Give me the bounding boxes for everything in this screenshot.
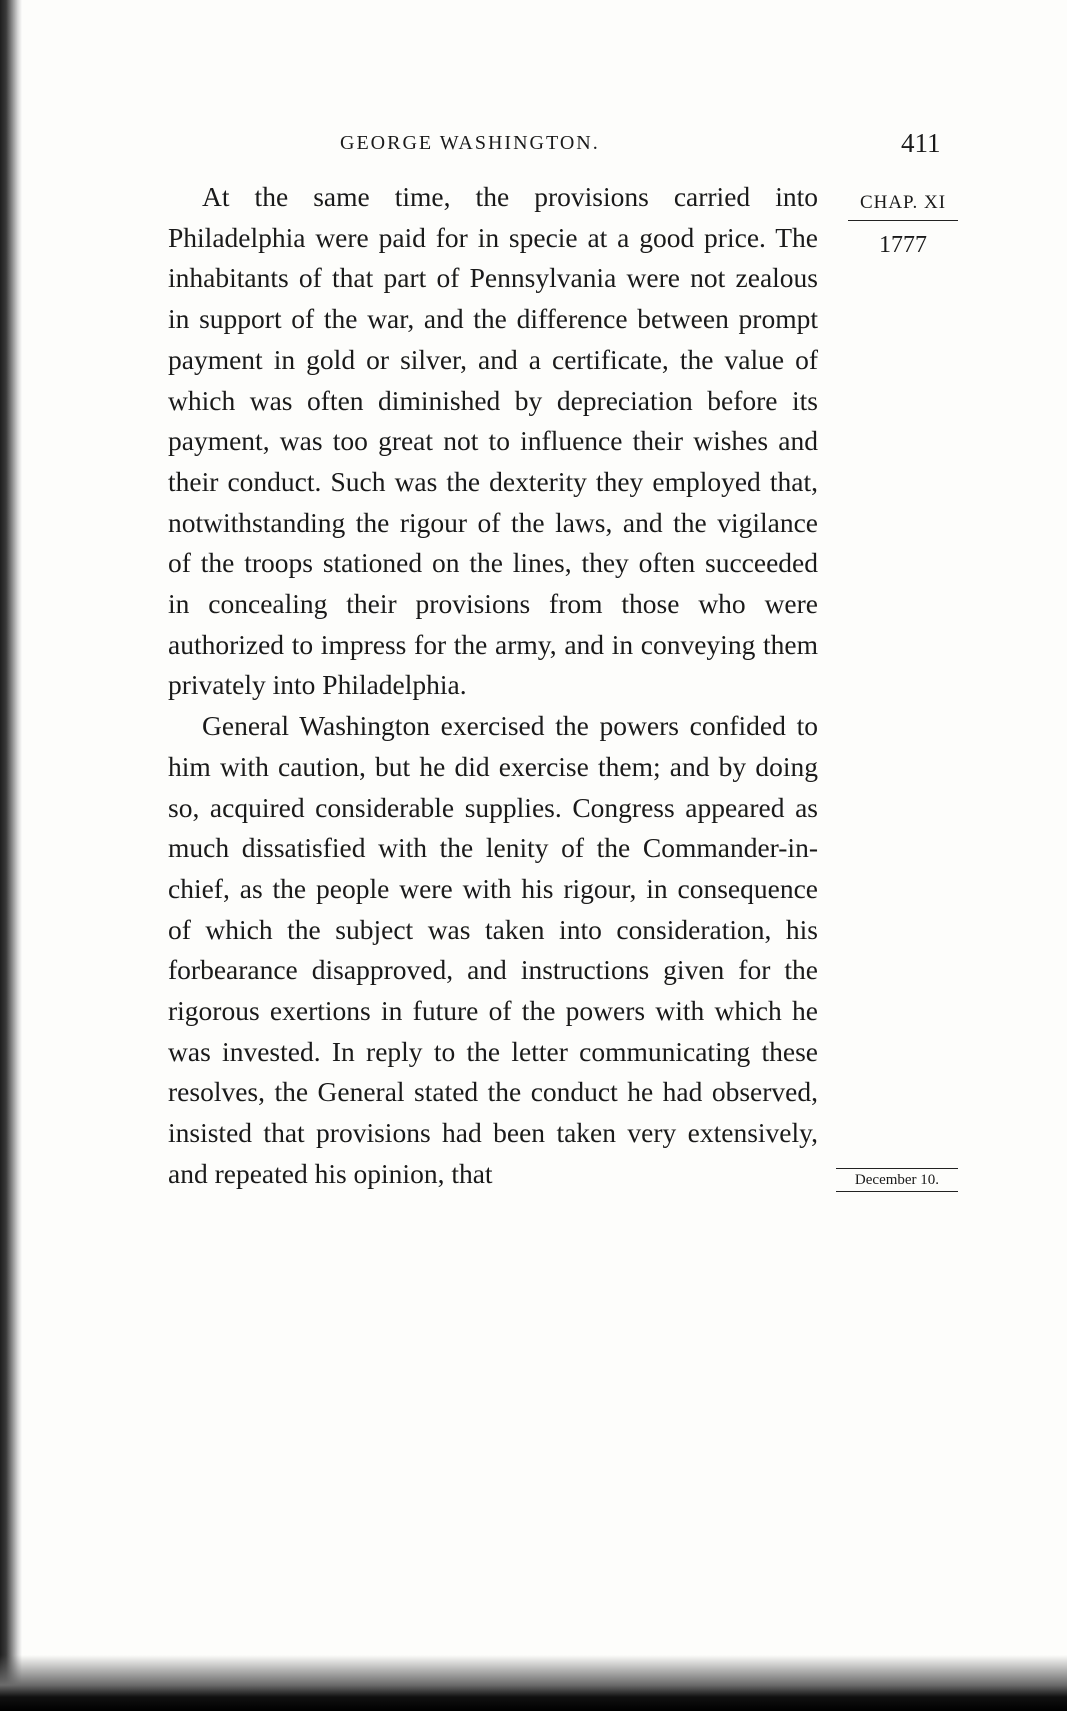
running-head: GEORGE WASHINGTON. [340,132,600,154]
paragraph-1: At the same time, the provisions carried into Philadelphia were paid for in specie at a good price. The inhabitants of that part of Pennsylvania were not zealous in support of the war, and the difference between prompt payment in gold or silver, and a certificate, the value of which was often diminished by depreciation before its payment, was too great not to influence their wishes and their conduct. Such was the dexterity they employed that, notwithstanding the rigour of the laws, and the vigilance of the troops stationed on the lines, they often succeeded in concealing their provisions from those who were authorized to impress for the army, and in conveying them privately into Philadelphia. [168,181,818,701]
page-binding-shadow [0,0,22,1711]
page-bottom-edge [0,1655,1067,1711]
margin-year: 1777 [879,232,927,258]
page-number: 411 [901,128,941,158]
body-text [168,177,818,1195]
paragraph-2: General Washington exercised the powers confided to him with caution, but he did exercise them; and by doing so, acquired considerable supplies. Congress appeared as much dissatisfied with the lenity of the Commander-in-chief, as the people were with his rigour, in consequence of which the subject was taken into consideration, his forbearance disapproved, and instructions given for the rigorous exertions in future of the powers with which he was invested. In reply to the letter communicating these resolves, the General stated the conduct he had observed, insisted that provisions had been taken very extensively, and repeated his opinion, that [168,710,818,1189]
margin-chapter-label: CHAP. XI [848,192,958,221]
margin-date-note: December 10. [836,1168,958,1192]
